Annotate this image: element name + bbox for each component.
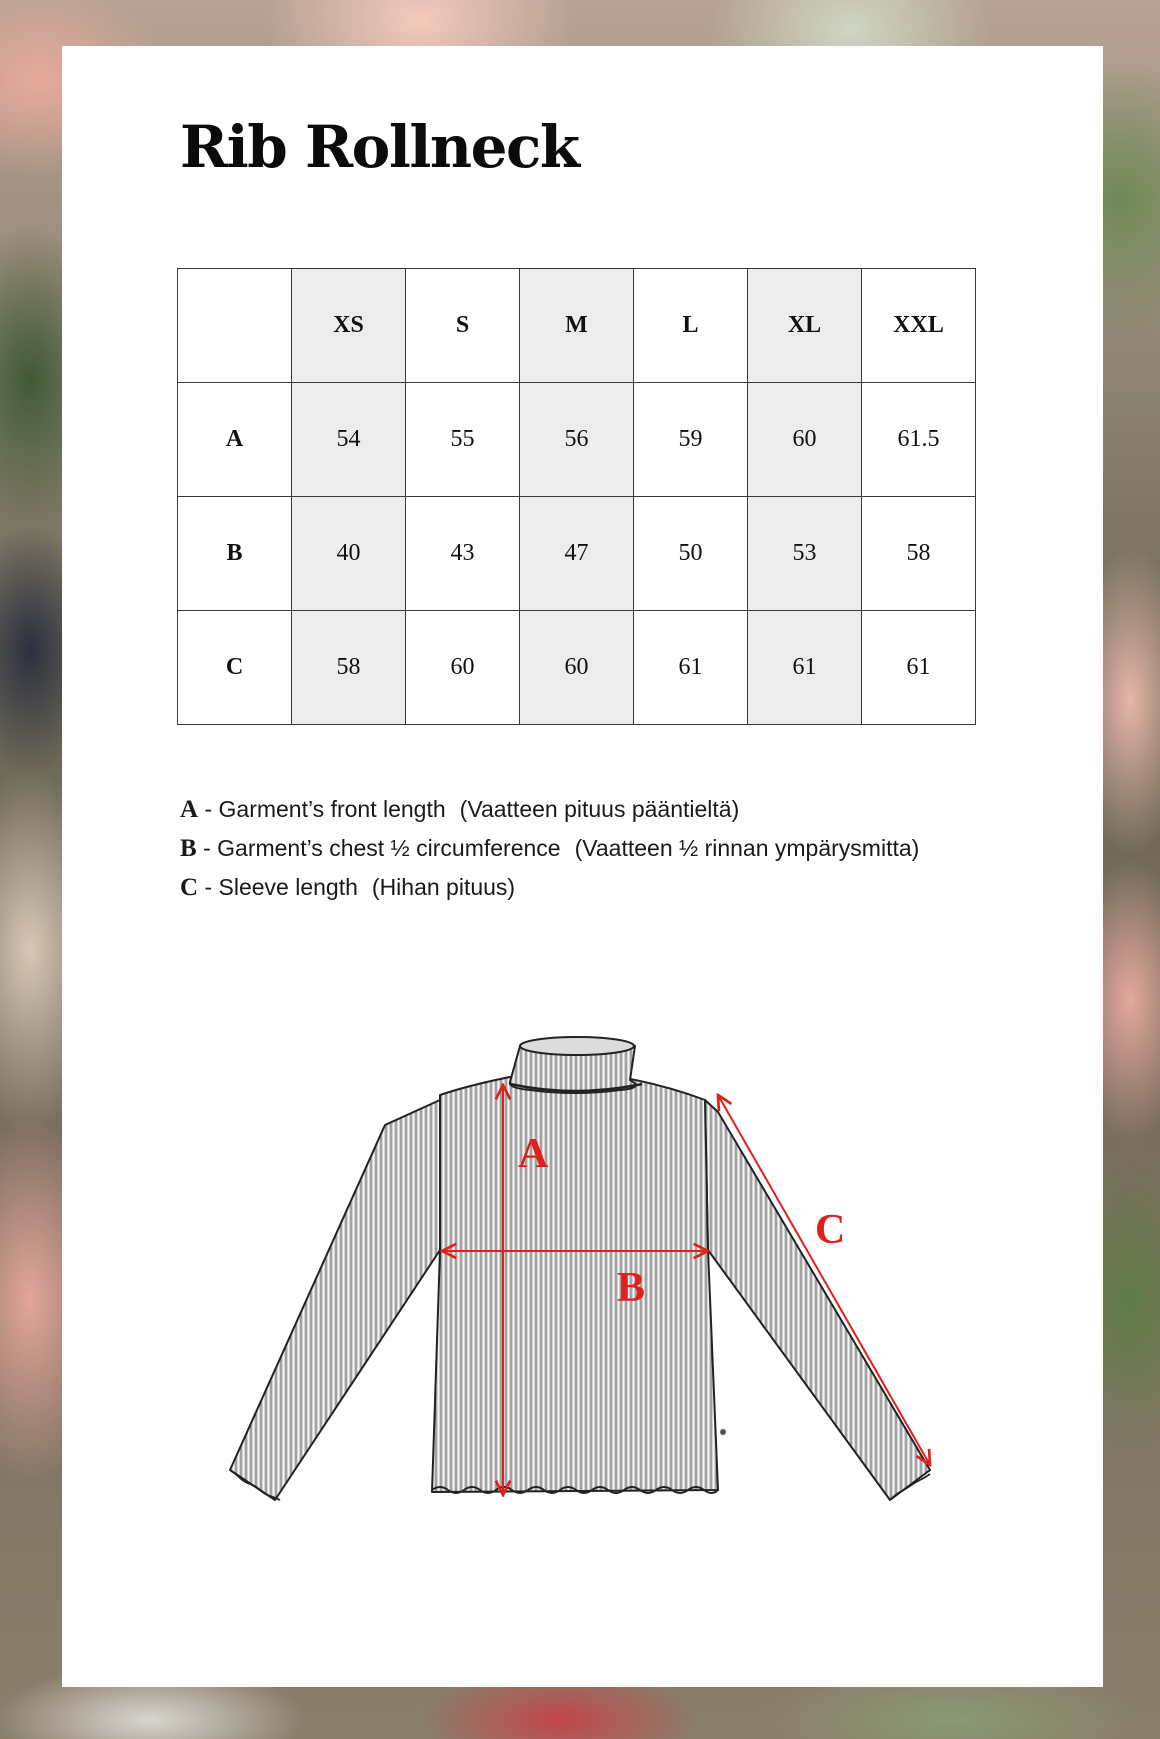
table-cell: 60 xyxy=(748,383,862,497)
legend-key: C xyxy=(180,874,199,901)
table-cell: 50 xyxy=(634,497,748,611)
column-header-m: M xyxy=(520,269,634,383)
diagram-label-a: A xyxy=(518,1131,549,1177)
column-header-xxl: XXL xyxy=(862,269,976,383)
legend-english: Sleeve length xyxy=(218,874,358,900)
diagram-label-b: B xyxy=(617,1265,646,1311)
table-cell: 47 xyxy=(520,497,634,611)
column-header-l: L xyxy=(634,269,748,383)
table-cell: 61 xyxy=(634,611,748,725)
table-corner-cell xyxy=(178,269,292,383)
legend-english: Garment’s chest ½ circumference xyxy=(217,835,561,861)
sweater-icon xyxy=(230,1037,930,1500)
sweater-measurement-diagram xyxy=(220,1030,960,1510)
legend-separator: - xyxy=(198,874,219,900)
legend-key: A xyxy=(180,796,199,823)
table-cell: 56 xyxy=(520,383,634,497)
legend-finnish: (Vaatteen ½ rinnan ympärysmitta) xyxy=(574,835,920,861)
table-cell: 59 xyxy=(634,383,748,497)
row-label-c: C xyxy=(178,611,292,725)
legend-item-c xyxy=(180,868,919,907)
table-cell: 61 xyxy=(862,611,976,725)
legend-key: B xyxy=(180,835,197,862)
legend-item-b xyxy=(180,829,919,868)
page-title: Rib Rollneck xyxy=(180,113,579,181)
table-cell: 60 xyxy=(406,611,520,725)
legend-finnish: (Hihan pituus) xyxy=(371,874,516,900)
column-header-xl: XL xyxy=(748,269,862,383)
table-cell: 61.5 xyxy=(862,383,976,497)
table-header-row xyxy=(178,269,976,383)
table-cell: 58 xyxy=(862,497,976,611)
diagram-label-c: C xyxy=(815,1207,846,1253)
table-cell: 40 xyxy=(292,497,406,611)
table-row xyxy=(178,611,976,725)
measurement-legend xyxy=(180,790,919,907)
row-label-b: B xyxy=(178,497,292,611)
legend-separator: - xyxy=(196,835,218,861)
table-row xyxy=(178,383,976,497)
table-cell: 58 xyxy=(292,611,406,725)
size-table xyxy=(177,268,976,725)
legend-item-a xyxy=(180,790,919,829)
table-row xyxy=(178,497,976,611)
table-cell: 55 xyxy=(406,383,520,497)
row-label-a: A xyxy=(178,383,292,497)
table-cell: 60 xyxy=(520,611,634,725)
legend-separator: - xyxy=(198,796,219,822)
legend-english: Garment’s front length xyxy=(218,796,446,822)
table-cell: 61 xyxy=(748,611,862,725)
table-cell: 54 xyxy=(292,383,406,497)
legend-finnish: (Vaatteen pituus pääntieltä) xyxy=(459,796,740,822)
column-header-xs: XS xyxy=(292,269,406,383)
table-cell: 53 xyxy=(748,497,862,611)
column-header-s: S xyxy=(406,269,520,383)
table-cell: 43 xyxy=(406,497,520,611)
